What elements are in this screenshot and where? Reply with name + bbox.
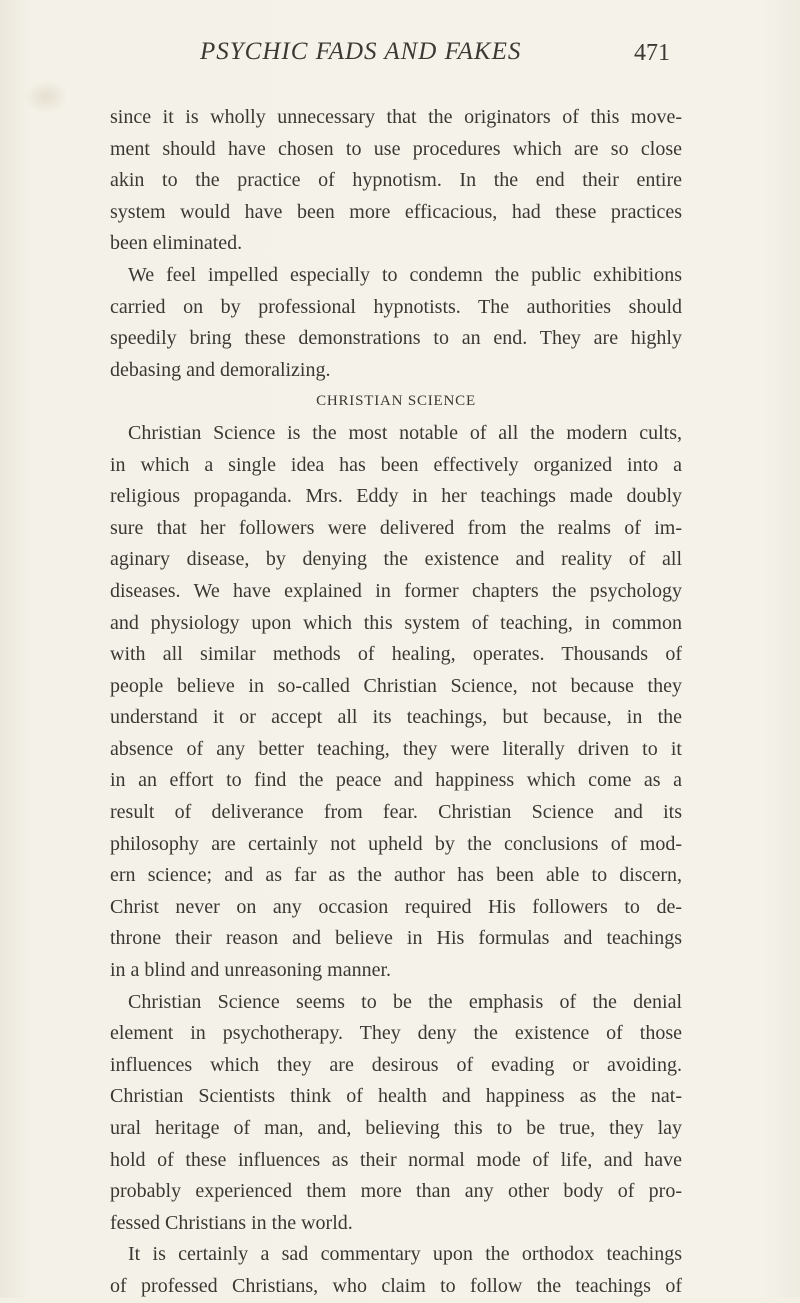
text-line: It is certainly a sad commentary upon the orthodox teachings <box>128 1243 682 1266</box>
text-line: since it is wholly unnecessary that the originators of this move- <box>110 106 682 128</box>
text-line: speedily bring these demonstrations to an end. They are highly <box>110 327 682 350</box>
text-line: result of deliverance from fear. Christian Science and its <box>110 801 682 824</box>
text-line: people believe in so-called Christian Science, not because they <box>110 674 682 697</box>
text-line: religious propaganda. Mrs. Eddy in her teachings made doubly <box>110 485 682 508</box>
text-line: probably experienced them more than any other body of pro- <box>110 1180 682 1203</box>
text-line: Christian Science is the most notable of all the modern cults, <box>128 421 682 444</box>
text-line: ern science; and as far as the author has been able to discern, <box>110 864 682 887</box>
text-line: and physiology upon which this system of teaching, in common <box>110 611 682 634</box>
text-line: carried on by professional hypnotists. The authorities should <box>110 295 682 318</box>
text-line: element in psychotherapy. They deny the existence of those <box>110 1022 682 1045</box>
text-line: influences which they are desirous of evading or avoiding. <box>110 1053 682 1076</box>
page-header <box>0 38 800 78</box>
text-line: throne their reason and believe in His formulas and teachings <box>110 927 682 950</box>
text-line: in which a single idea has been effectively organized into a <box>110 453 682 476</box>
text-line: Christian Scientists think of health and happiness as the nat- <box>110 1085 682 1108</box>
paper-stain <box>24 80 68 114</box>
text-line: with all similar methods of healing, operates. Thousands of <box>110 643 682 666</box>
text-line: in an effort to find the peace and happiness which come as a <box>110 769 682 792</box>
text-line: of professed Christians, who claim to follow the teachings of <box>110 1274 682 1297</box>
text-line: understand it or accept all its teachings, but because, in the <box>110 706 682 729</box>
text-line: Christ never on any occasion required His followers to de- <box>110 895 682 918</box>
text-line: been eliminated. <box>110 232 243 255</box>
text-line: fessed Christians in the world. <box>110 1211 353 1234</box>
text-line: ural heritage of man, and, believing this to be true, they lay <box>110 1117 682 1139</box>
text-line: diseases. We have explained in former chapters the psychology <box>110 579 682 602</box>
text-line: aginary disease, by denying the existence and reality of all <box>110 548 682 571</box>
section-heading: CHRISTIAN SCIENCE <box>316 393 476 410</box>
text-line: in a blind and unreasoning manner. <box>110 959 392 982</box>
body-text <box>110 102 682 1303</box>
running-head: PSYCHIC FADS AND FAKES <box>200 38 522 65</box>
text-line: philosophy are certainly not upheld by the conclusions of mod- <box>110 832 682 855</box>
page-number: 471 <box>634 40 670 66</box>
text-line: hold of these influences as their normal mode of life, and have <box>110 1148 682 1171</box>
text-line: debasing and demoralizing. <box>110 358 331 381</box>
text-line: sure that her followers were delivered from the realms of im- <box>110 516 682 539</box>
text-line: ment should have chosen to use procedures which are so close <box>110 137 682 160</box>
text-line: akin to the practice of hypnotism. In the end their entire <box>110 169 682 192</box>
text-line: We feel impelled especially to condemn the public exhibitions <box>128 263 682 286</box>
text-line: absence of any better teaching, they were literally driven to it <box>110 737 682 760</box>
text-line: system would have been more efficacious, had these practices <box>110 200 682 223</box>
text-line: Christian Science seems to be the emphasis of the denial <box>128 990 682 1013</box>
